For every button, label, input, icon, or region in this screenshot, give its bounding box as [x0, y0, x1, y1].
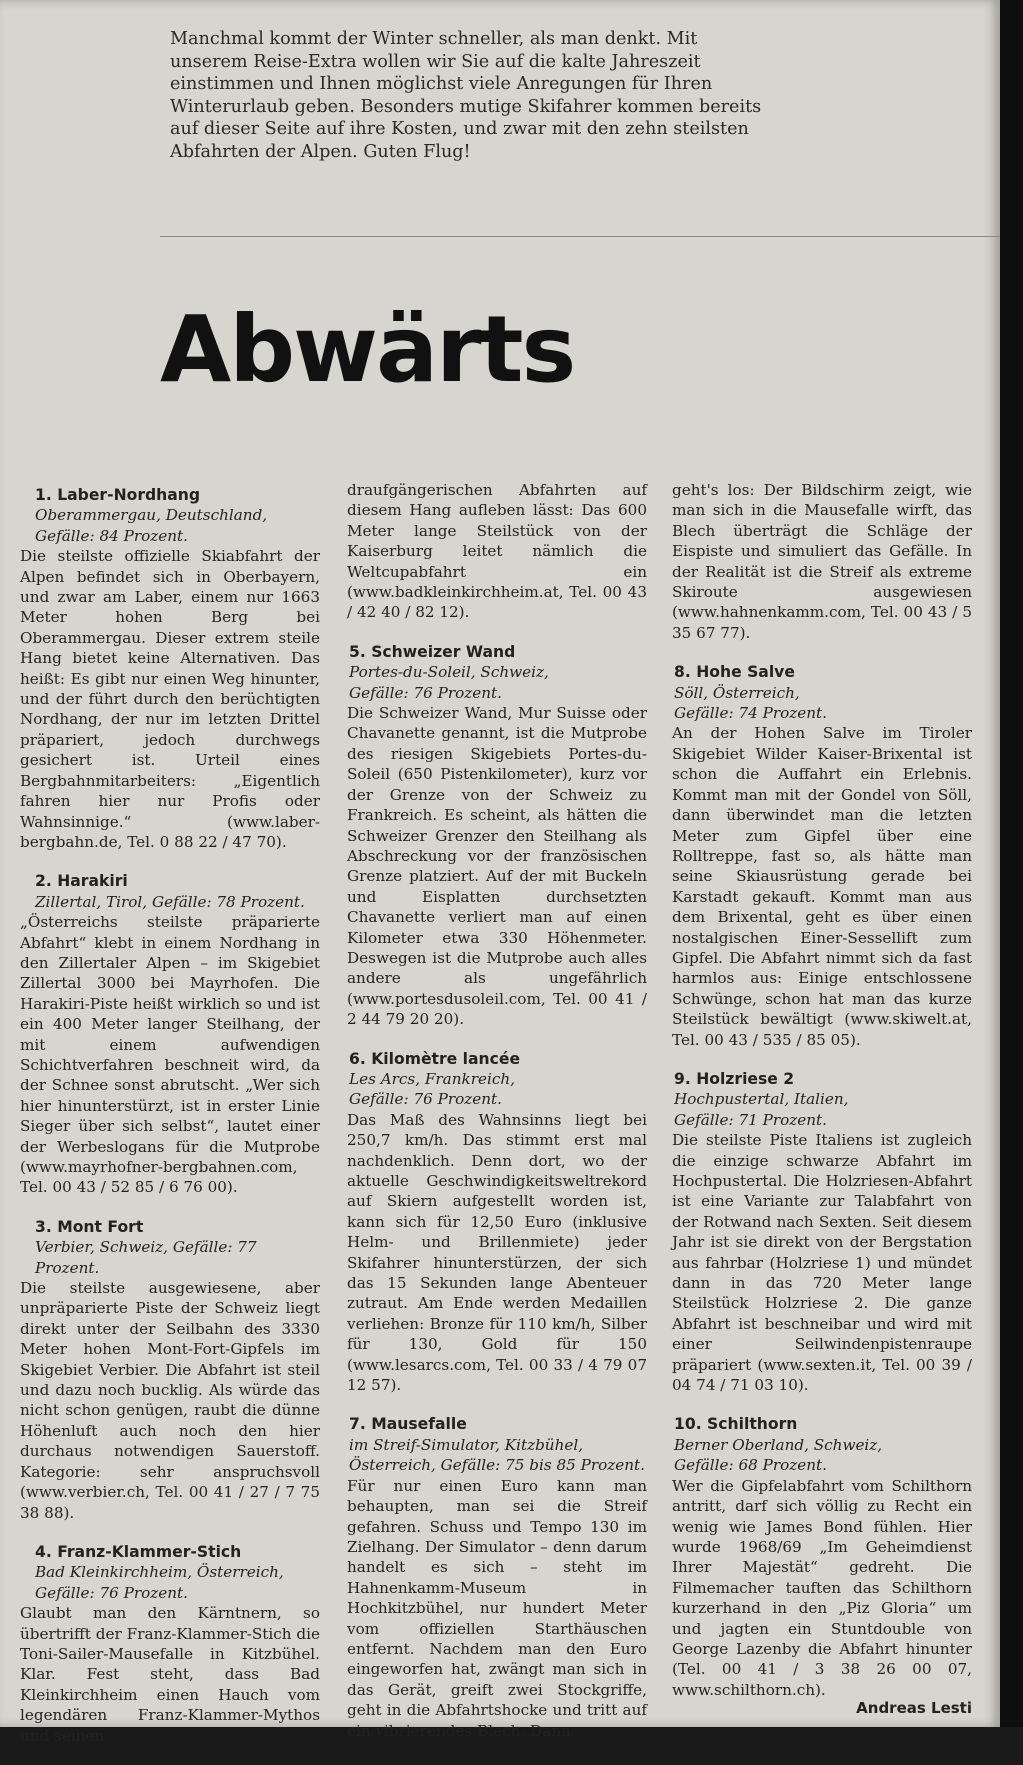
entry-hohe-salve [672, 662, 972, 1050]
entry-location: Berner Oberland, Schweiz, [674, 1435, 883, 1454]
entry-mausefalle [347, 1414, 647, 1741]
entry-text: Wer die Gipfelabfahrt vom Schilthorn antritt, darf sich völlig zu Recht ein wenig wie James Bond fühlen. Hier wurde 1968/69 „Im Geheimdienst Ihrer Majestät“ gedreht. Die Filmemacher tauften das Schilthorn kurzerhand in den „Piz Gloria“ um und jagten ein Stuntdouble von George Lazenby die Abfahrt hinunter (Tel. 00 41 / 3 38 26 00 07, www.schilthorn.ch). [672, 1476, 972, 1699]
entry-kilometre-lancee [347, 1049, 647, 1396]
entry-title: 9. Holzriese 2 [674, 1069, 795, 1088]
entry-location: Bad Kleinkirchheim, Österreich, [35, 1563, 284, 1582]
entry-mont-fort [20, 1217, 320, 1523]
continued-text: geht's los: Der Bildschirm zeigt, wie man sich in die Mausefalle wirft, das Blech überträgt die Schläge der Eispiste und simuliert das Gefälle. In der Realität ist die Streif als extreme Skiroute ausgewiesen (www.hahnenkamm.com, Tel. 00 43 / 5 35 67 77). [672, 481, 972, 642]
entry-harakiri [20, 871, 320, 1198]
entry-text: An der Hohen Salve im Tiroler Skigebiet Wilder Kaiser-Brixental ist schon die Auffahrt ein Erlebnis. Kommt man mit der Gondel von Söll, dann überwindet man die letzten Meter zum Gipfel über eine Rolltreppe, fast so, als hätte man seine Skiausrüstung gerade bei Karstadt gekauft. Kommt man aus dem Brixental, geht es über einen nostalgischen Einer-Sessellift zum Gipfel. Die Abfahrt nimmt sich da fast harmlos aus: Einige entschlossene Schwünge, schon hat man das kurze Steilstück bewältigt (www.skiwelt.at, Tel. 00 43 / 535 / 85 05). [672, 724, 972, 1049]
entry-location: Portes-du-Soleil, Schweiz, [349, 663, 549, 682]
text-column-2 [347, 480, 647, 1760]
entry-text: Das Maß des Wahnsinns liegt bei 250,7 km/h. Das stimmt erst mal nachdenklich. Denn dort, wo der aktuelle Geschwindigkeitsweltrekord auf Skiern aufgestellt worden ist, kann sich für 12,50 Euro (inklusive Helm- und Brillenmiete) jeder Skifahrer hinunterstürzen, der sich das 15 Sekunden lange Abenteuer zutraut. Am Ende werden Medaillen verliehen: Bronze für 110 km/h, Silber für 130, Gold für 150 (www.lesarcs.com, Tel. 00 33 / 4 79 07 12 57). [347, 1110, 647, 1395]
entry-gradient: Gefälle: 84 Prozent. [35, 526, 188, 545]
divider-line [160, 236, 1000, 237]
entry-title: 6. Kilomètre lancée [349, 1049, 521, 1068]
entry-schweizer-wand [347, 642, 647, 1030]
entry-text: Die steilste offizielle Skiabfahrt der Alpen befindet sich in Oberbayern, und zwar am Laber, einem nur 1663 Meter hohen Berg bei Oberammergau. Dieser extrem steile Hang bietet keine Alternativen. Das heißt: Es gibt nur einen Weg hinunter, und der führt durch den berüchtigten Nordhang, der nur im letzten Drittel präpariert, jedoch durchwegs gesichert ist. Urteil eines Bergbahnmitarbeiters: „Eigentlich fahren hier nur Profis oder Wahnsinnige.“ (www.laber-bergbahn.de, Tel. 0 88 22 / 47 70). [20, 547, 320, 851]
entry-text: Für nur einen Euro kann man behaupten, man sei die Streif gefahren. Schuss und Tempo 130 im Zielhang. Der Simulator – denn darum handelt es sich – steht im Hahnenkamm-Museum in Hochkitzbühel, nur hundert Meter vom offiziellen Starthäuschen entfernt. Nachdem man den Euro eingeworfen hat, zwängt man sich in das Gerät, greift zwei Stockgriffe, geht in die Abfahrtshocke und tritt auf ein vibrierendes Blech. Dann [347, 1476, 647, 1740]
entry-gradient: Gefälle: 74 Prozent. [674, 704, 827, 723]
entry-gradient: Gefälle: 76 Prozent. [35, 1583, 188, 1602]
entry-gradient: Gefälle: 76 Prozent. [349, 1090, 502, 1109]
entry-schilthorn [672, 1414, 972, 1718]
headline: Abwärts [160, 296, 575, 403]
author-byline: Andreas Lesti [856, 1699, 972, 1718]
entry-gradient: Gefälle: 68 Prozent. [674, 1456, 827, 1475]
text-column-3 [672, 480, 972, 1738]
entry-gradient: Gefälle: 71 Prozent. [674, 1110, 827, 1129]
intro-text: Manchmal kommt der Winter schneller, als man denkt. Mit unserem Reise-Extra wollen wir Sie auf die kalte Jahreszeit einstimmen und Ihnen möglichst viele Anregungen für Ihren Winterurlaub geben. Besonders mutige Skifahrer kommen bereits auf dieser Seite auf ihre Kosten, und zwar mit den zehn steilsten Abfahrten der Alpen. Guten Flug! [170, 29, 762, 162]
entry-location: im Streif-Simulator, Kitzbühel, [349, 1435, 584, 1454]
entry-text: Die steilste ausgewiesene, aber unpräparierte Piste der Schweiz liegt direkt unter der Seilbahn des 3330 Meter hohen Mont-Fort-Gipfels im Skigebiet Verbier. Die Abfahrt ist steil und dazu noch bucklig. Als würde das nicht schon genügen, raubt die dünne Höhenluft auch noch den hier durchaus notwendigen Sauerstoff. Kategorie: sehr anspruchsvoll (www.verbier.ch, Tel. 00 41 / 27 / 7 75 38 88). [20, 1279, 320, 1522]
entry-location: Söll, Österreich, [674, 683, 800, 702]
entry-location: Oberammergau, Deutschland, [35, 506, 268, 525]
entry-title: 2. Harakiri [35, 872, 128, 891]
entry-title: 5. Schweizer Wand [349, 642, 516, 661]
entry-holzriese-2 [672, 1069, 972, 1396]
background-edge [1000, 0, 1023, 1727]
entry-gradient: Verbier, Schweiz, Gefälle: 77 Prozent. [35, 1238, 257, 1277]
entry-laber-nordhang [20, 485, 320, 852]
entry-title: 7. Mausefalle [349, 1415, 467, 1434]
entry-text: Glaubt man den Kärntnern, so übertrifft der Franz-Klammer-Stich die Toni-Sailer-Mausefalle in Kitzbühel. Klar. Fest steht, dass Bad Kleinkirchheim einen Hauch vom legendären Franz-Klammer-Mythos und seinen [20, 1604, 320, 1745]
entry-title: 10. Schilthorn [674, 1415, 798, 1434]
entry-gradient: Gefälle: 76 Prozent. [349, 683, 502, 702]
entry-text: Die Schweizer Wand, Mur Suisse oder Chavanette genannt, ist die Mutprobe des riesigen Skigebiets Portes-du-Soleil (650 Pistenkilometer), kurz vor der Grenze von der Schweiz zu Frankreich. Es scheint, als hätten die Schweizer Grenzer den Steilhang als Abschreckung vor der französischen Grenze platziert. Auf der mit Buckeln und Eisplatten durchsetzten Chavanette verliert man auf einen Kilometer etwa 330 Höhenmeter. Deswegen ist die Mutprobe auch alles andere als ungefährlich (www.portesdusoleil.com, Tel. 00 41 / 2 44 79 20 20). [347, 704, 647, 1029]
entry-title: 1. Laber-Nordhang [35, 486, 201, 504]
entry-title: 4. Franz-Klammer-Stich [35, 1542, 242, 1561]
entry-gradient: Österreich, Gefälle: 75 bis 85 Prozent. [349, 1456, 645, 1475]
entry-gradient: Zillertal, Tirol, Gefälle: 78 Prozent. [35, 892, 305, 911]
entry-title: 3. Mont Fort [35, 1217, 144, 1236]
entry-location: Hochpustertal, Italien, [674, 1090, 849, 1109]
continued-text: draufgängerischen Abfahrten auf diesem Hang aufleben lässt: Das 600 Meter lange Steilstück von der Kaiserburg leitet nämlich die Weltcupabfahrt ein (www.badkleinkirchheim.at, Tel. 00 43 / 42 40 / 82 12). [347, 481, 647, 622]
entry-text: Die steilste Piste Italiens ist zugleich die einzige schwarze Abfahrt im Hochpustertal. Die Holzriesen-Abfahrt ist eine Variante zur Talabfahrt von der Rotwand nach Sexten. Seit diesem Jahr ist sie direkt von der Bergstation aus fahrbar (Holzriese 1) und mündet dann in das 720 Meter lange Steilstück Holzriese 2. Die ganze Abfahrt ist beschneibar und wird mit einer Seilwindenpistenraupe präpariert (www.sexten.it, Tel. 00 39 / 04 74 / 71 03 10). [672, 1131, 972, 1395]
entry-text: „Österreichs steilste präparierte Abfahrt“ klebt in einem Nordhang in den Zillertaler Alpen – im Skigebiet Zillertal 3000 bei Mayrhofen. Die Harakiri-Piste heißt wirklich so und ist ein 400 Meter langer Steilhang, der mit einem aufwendigen Schichtverfahren beschneit wird, da der Schnee sonst abrutscht. „Wer sich hier hinunterstürzt, ist in erster Linie Sieger über sich selbst“, lautet einer der Werbeslogans für die Mutprobe (www.mayrhofner-bergbahnen.com, Tel. 00 43 / 52 85 / 6 76 00). [20, 913, 320, 1197]
text-column-1 [20, 485, 320, 1765]
entry-title: 8. Hohe Salve [674, 663, 795, 682]
entry-location: Les Arcs, Frankreich, [349, 1069, 515, 1088]
entry-franz-klammer-stich [20, 1542, 320, 1746]
